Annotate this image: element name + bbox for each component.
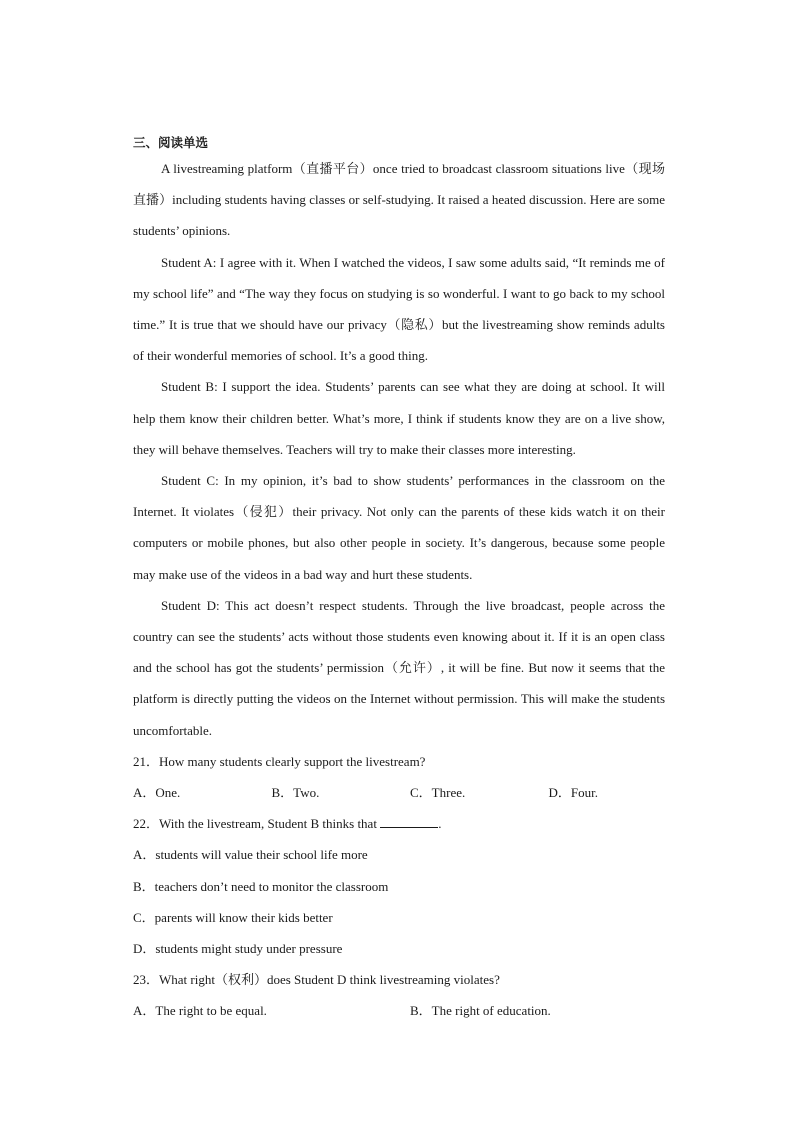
- document-page: [133, 136, 665, 1027]
- option-d[interactable]: D．Four.: [548, 785, 598, 801]
- question-stem: [133, 808, 665, 839]
- passage-intro: A livestreaming platform（直播平台）once tried to broadcast classroom situations live（现场直播）including students having classes or self-studying. It raised a heated discussion. Here are some students’ opinions.: [133, 161, 665, 239]
- question-text-end: .: [438, 816, 442, 832]
- question-23: [133, 964, 665, 1026]
- answer-blank: [380, 816, 438, 828]
- passage-student-c: Student C: In my opinion, it’s bad to show students’ performances in the classroom on the Internet. It violates（侵犯）their privacy. Not only can the parents of these kids watch it on their computers or mobile phones, but also other people in society. It’s dangerous, because some people may make use of the videos in a bad way and hurt these students.: [133, 473, 665, 582]
- option-d[interactable]: D．students might study under pressure: [133, 941, 343, 957]
- option-c[interactable]: C．Three.: [410, 785, 466, 801]
- option-b[interactable]: B．The right of education.: [410, 1003, 551, 1019]
- options-row: [133, 995, 665, 1026]
- question-21: [133, 746, 665, 808]
- question-text: With the livestream, Student B thinks that: [159, 816, 381, 832]
- passage-student-d: Student D: This act doesn’t respect students. Through the live broadcast, people across the country can see the students’ acts without those students even knowing about it. If it is an open class and the school has got the students’ permission（允许）, it will be fine. But now it seems that the platform is directly putting the videos on the Internet without permission. This will make the students uncomfortable.: [133, 597, 665, 738]
- question-number: 22．: [133, 816, 160, 832]
- question-number: 23．: [133, 972, 160, 988]
- passage-student-b: Student B: I support the idea. Students’ parents can see what they are doing at school. It will help them know their children better. What’s more, I think if students know they are on a live show, they will behave themselves. Teachers will try to make their classes more interesting.: [133, 379, 665, 457]
- question-text: How many students clearly support the livestream?: [159, 753, 426, 769]
- option-a[interactable]: A．students will value their school life more: [133, 847, 368, 863]
- passage-student-a: Student A: I agree with it. When I watched the videos, I saw some adults said, “It reminds me of my school life” and “The way they focus on studying is so wonderful. I want to go back to my school time.” It is true that we should have our privacy（隐私）but the livestreaming show reminds adults of their wonderful memories of school. It’s a good thing.: [133, 254, 665, 364]
- section-title: 三、阅读单选: [133, 135, 209, 150]
- question-22: [133, 808, 665, 964]
- question-stem: [133, 746, 665, 777]
- option-a[interactable]: A．One.: [133, 785, 181, 801]
- question-text: What right（权利）does Student D think livestreaming violates?: [159, 972, 500, 988]
- question-number: 21．: [133, 753, 160, 769]
- option-b[interactable]: B．teachers don’t need to monitor the classroom: [133, 878, 389, 894]
- option-b[interactable]: B．Two.: [271, 785, 320, 801]
- option-a[interactable]: A．The right to be equal.: [133, 1003, 267, 1019]
- question-stem: [133, 964, 665, 995]
- options-row: [133, 777, 665, 808]
- option-c[interactable]: C．parents will know their kids better: [133, 909, 333, 925]
